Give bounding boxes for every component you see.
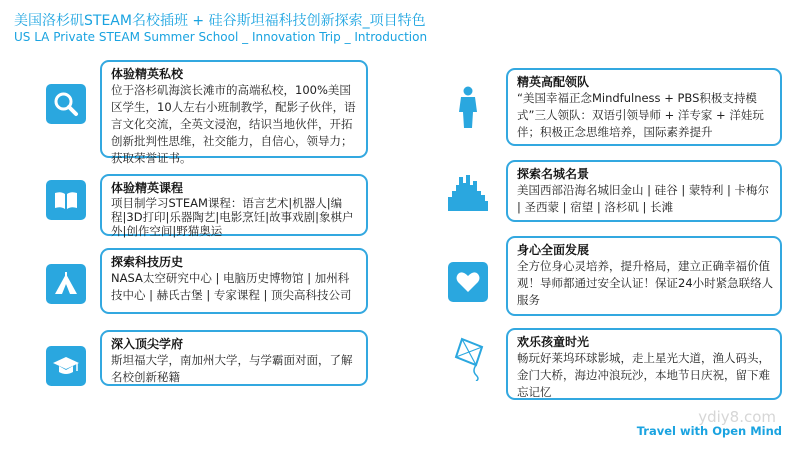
feature-title: 精英高配领队 xyxy=(517,75,590,89)
feature-card-happy-childhood xyxy=(506,328,782,400)
page-title: 美国洛杉矶STEAM名校插班 + 硅谷斯坦福科技创新探索_项目特色 xyxy=(14,13,426,29)
feature-title: 深入顶尖学府 xyxy=(111,337,184,351)
feature-title: 探索科技历史 xyxy=(111,255,184,269)
search-icon xyxy=(46,84,86,124)
feature-card-whole-development xyxy=(506,236,782,316)
feature-text: “美国幸福正念Mindfulness + PBS积极支持模式”三人领队：双语引领导师 + 洋专家 + 洋娃玩伴；积极正念思维培养，国际素养提升 xyxy=(517,91,764,139)
watermark: ydiy8.com xyxy=(698,408,776,426)
feature-title: 体验精英课程 xyxy=(111,181,184,195)
footer-tagline: Travel with Open Mind xyxy=(636,424,782,438)
feature-title: 探索名城名景 xyxy=(517,167,590,181)
feature-text: 全方位身心灵培养，提升格局，建立正确幸福价值观！导师都通过安全认证！保证24小时紧急联络人服务 xyxy=(517,259,774,307)
feature-card-elite-leaders xyxy=(506,68,782,146)
person-icon xyxy=(446,82,490,132)
feature-text: NASA太空研究中心 | 电脑历史博物馆 | 加州科技中心 | 赫氏古堡 | 专家课程 | 顶尖高科技公司 xyxy=(111,271,352,302)
feature-text: 项目制学习STEAM课程：语言艺术|机器人|编程|3D打印|乐器陶艺|电影烹饪|故事戏剧|象棋户外|创作空间|野猫奥运 xyxy=(111,196,354,238)
feature-title: 欢乐孩童时光 xyxy=(517,335,590,349)
feature-card-elite-courses xyxy=(100,174,368,236)
feature-text: 畅玩好莱坞环球影城，走上星光大道，渔人码头，金门大桥，海边冲浪玩沙，本地节日庆祝，留下难忘记忆 xyxy=(517,351,770,399)
feature-text: 斯坦福大学，南加州大学，与学霸面对面，了解名校创新秘籍 xyxy=(111,353,353,384)
feature-card-elite-school xyxy=(100,60,368,165)
graduation-cap-icon xyxy=(46,346,86,386)
feature-card-famous-cities xyxy=(506,160,782,222)
book-icon xyxy=(46,180,86,220)
kite-icon xyxy=(446,334,490,384)
feature-card-top-universities xyxy=(100,330,368,386)
tent-icon xyxy=(46,264,86,304)
heart-icon xyxy=(448,262,488,302)
page-subtitle: US LA Private STEAM Summer School _ Innovation Trip _ Introduction xyxy=(14,30,428,44)
feature-card-tech-history xyxy=(100,248,368,314)
city-skyline-icon xyxy=(446,168,490,218)
feature-text: 美国西部沿海名城旧金山 | 硅谷 | 蒙特利 | 卡梅尔 | 圣西蒙 | 宿望 | 洛杉矶 | 长滩 xyxy=(517,183,770,214)
feature-title: 体验精英私校 xyxy=(111,67,184,81)
feature-title: 身心全面发展 xyxy=(517,243,590,257)
feature-text: 位于洛杉矶海滨长滩市的高端私校，100%美国区学生，10人左右小班制教学，配影子伙伴，语言文化交流，全英文浸泡，结识当地伙伴，开拓创新批判性思维，社交能力，自信心，领导力；获取荣誉证书。 xyxy=(111,83,356,165)
